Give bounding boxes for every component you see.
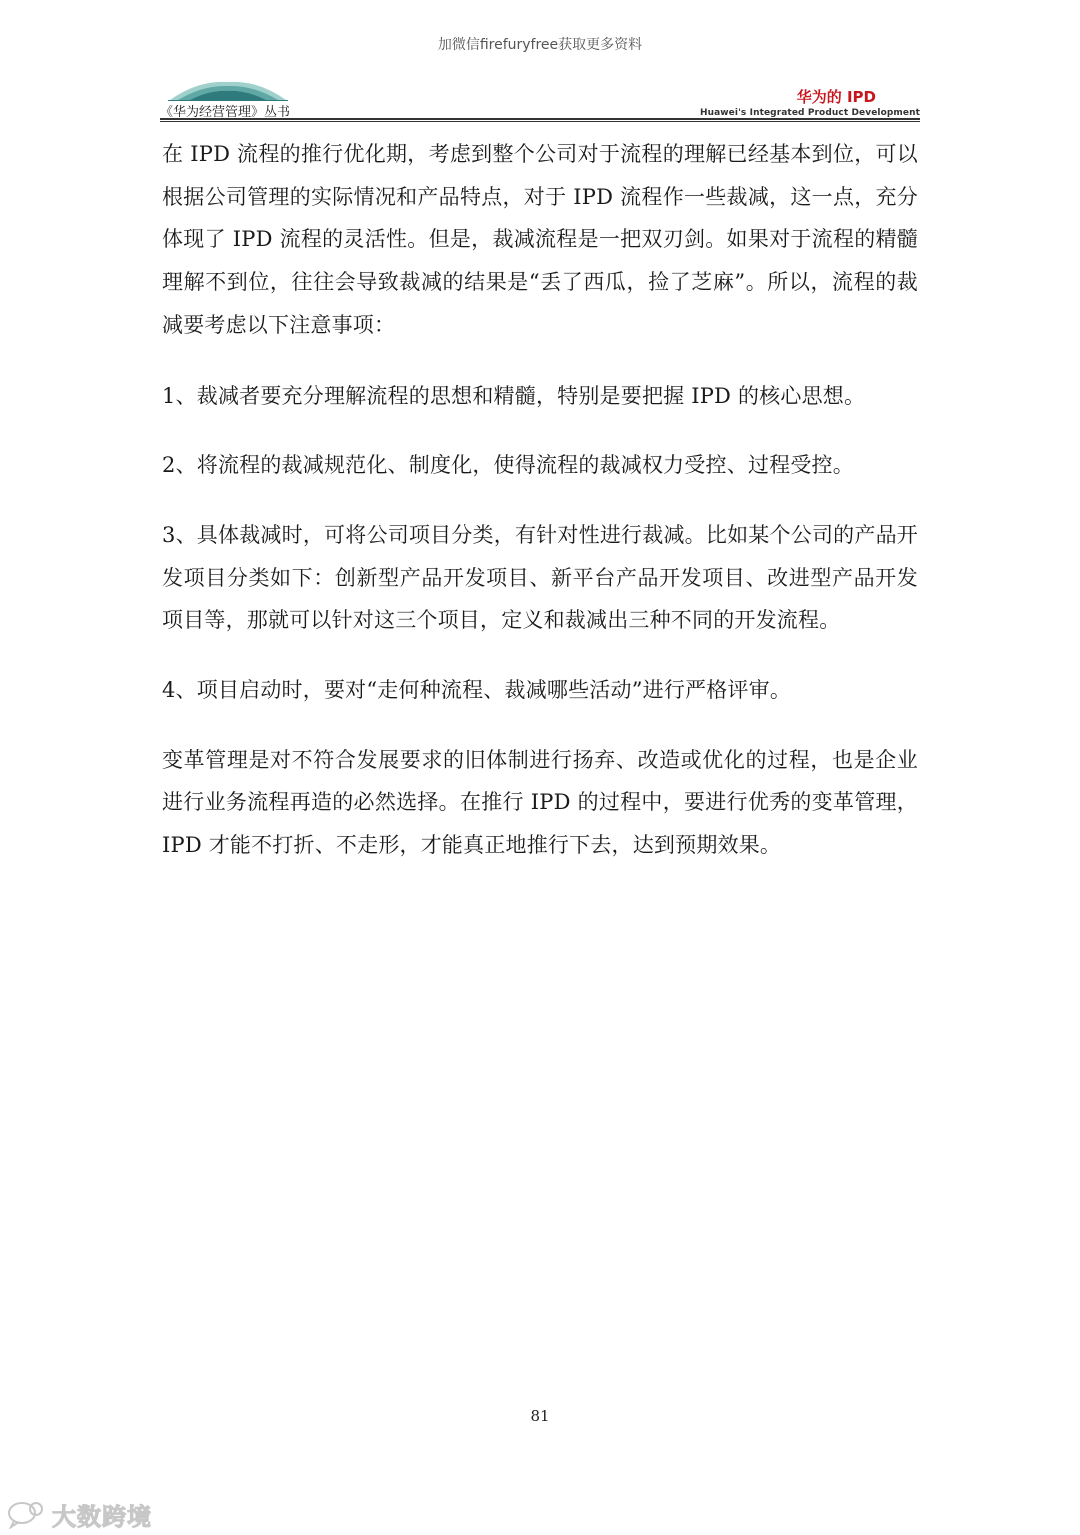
brand-subtitle: Huawei's Integrated Product Development: [699, 108, 920, 118]
watermark: [6, 1496, 152, 1532]
list-item-2: 2、将流程的裁减规范化、制度化，使得流程的裁减权力受控、过程受控。: [162, 453, 854, 478]
series-title: 《华为经营管理》丛书: [160, 105, 291, 120]
paragraph-intro: 在 IPD 流程的推行优化期，考虑到整个公司对于流程的理解已经基本到位，可以根据公司管理的实际情况和产品特点，对于 IPD 流程作一些裁减，这一点，充分体现了 IPD 流程的灵活性。但是，裁减流程是一把双刃剑。如果对于流程的精髓理解不到位，往往会导致裁减的结果是“丢了西瓜，捡了芝麻”。所以，流程的裁减要考虑以下注意事项：: [162, 142, 918, 337]
paragraph-change-management: 变革管理是对不符合发展要求的旧体制进行扬弃、改造或优化的过程，也是企业进行业务流程再造的必然选择。在推行 IPD 的过程中，要进行优秀的变革管理，IPD 才能不打折、不走形，才能真正地推行下去，达到预期效果。: [162, 747, 918, 858]
top-note: 加微信firefuryfree获取更多资料: [437, 37, 643, 53]
list-item-3: 3、具体裁减时，可将公司项目分类，有针对性进行裁减。比如某个公司的产品开发项目分类如下：创新型产品开发项目、新平台产品开发项目、改进型产品开发项目等，那就可以针对这三个项目，定义和裁减出三种不同的开发流程。: [162, 522, 918, 633]
list-item-1: 1、裁减者要充分理解流程的思想和精髓，特别是要把握 IPD 的核心思想。: [162, 383, 866, 408]
page-header: [160, 76, 920, 122]
brand-title: 华为的 IPD: [796, 88, 876, 106]
watermark-text: 大数跨境: [52, 1502, 152, 1531]
header-divider: [160, 118, 920, 122]
chat-bubble-icon: [6, 1499, 46, 1529]
body-text: [162, 133, 918, 867]
brand-block: [700, 86, 920, 118]
list-item-4: 4、项目启动时，要对“走何种流程、裁减哪些活动”进行严格评审。: [162, 678, 792, 703]
page-number: 81: [530, 1407, 550, 1425]
mountain-logo-icon: [168, 76, 288, 102]
